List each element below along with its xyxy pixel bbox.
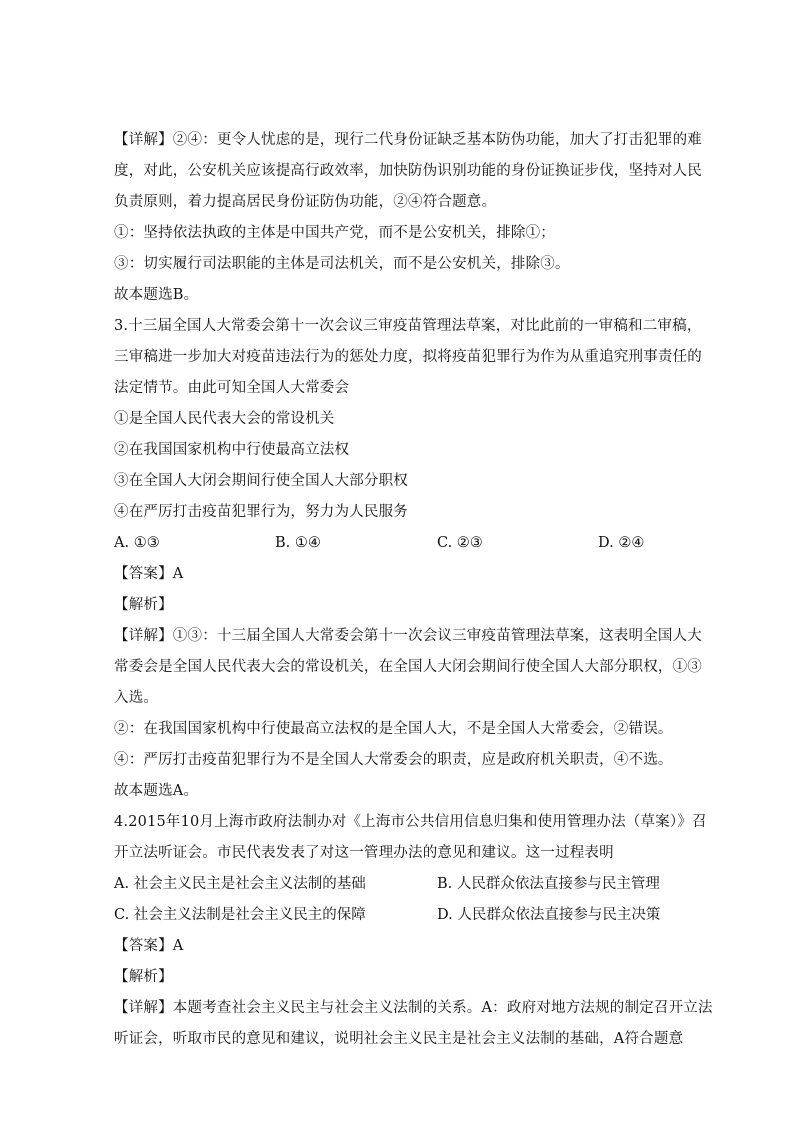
question-3-analysis-heading: 【解析】 [114,597,173,613]
question-4-option-c: C. 社会主义法制是社会主义民主的保障 [114,907,366,923]
question-4-detail: 听证会，听取市民的意见和建议，说明社会主义民主是社会主义法制的基础，A符合题意 [114,1031,684,1047]
question-4-detail: 【详解】本题考查社会主义民主与社会主义法制的关系。A：政府对地方法规的制定召开立法 [114,1000,713,1016]
question-3-detail: 【详解】①③：十三届全国人大常委会第十一次会议三审疫苗管理法草案，这表明全国人大 [114,628,702,644]
question-4-option-a: A. 社会主义民主是社会主义法制的基础 [114,876,366,892]
question-3-detail: ②：在我国国家机构中行使最高立法权的是全国人大，不是全国人大常委会，②错误。 [114,721,673,737]
explanation-line: 度，对此，公安机关应该提高行政效率，加快防伪识别功能的身份证换证步伐，坚持对人民 [114,163,702,179]
explanation-line: ③：切实履行司法职能的主体是司法机关，而不是公安机关，排除③。 [114,256,570,272]
question-3-stem: 法定情节。由此可知全国人大常委会 [114,380,350,396]
question-3-item-2: ②在我国国家机构中行使最高立法权 [114,442,350,458]
question-3-option-d: D. ②④ [598,535,645,551]
question-3-detail: 常委会是全国人民代表大会的常设机关，在全国人大闭会期间行使全国人大部分职权，①③ [114,659,702,675]
explanation-line: 【详解】②④：更令人忧虑的是，现行二代身份证缺乏基本防伪功能，加大了打击犯罪的难 [114,132,702,148]
question-3-conclusion: 故本题选A。 [114,783,199,799]
question-3-item-4: ④在严厉打击疫苗犯罪行为，努力为人民服务 [114,504,408,520]
question-4-stem: 开立法听证会。市民代表发表了对这一管理办法的意见和建议。这一过程表明 [114,845,614,861]
question-3-detail: ④：严厉打击疫苗犯罪行为不是全国人大常委会的职责，应是政府机关职责，④不选。 [114,752,673,768]
question-3-stem: 3.十三届全国人大常委会第十一次会议三审疫苗管理法草案，对比此前的一审稿和二审稿， [114,318,702,334]
explanation-line: ①：坚持依法执政的主体是中国共产党，而不是公安机关，排除①； [114,225,555,241]
question-4-analysis-heading: 【解析】 [114,969,173,985]
question-4-option-b: B. 人民群众依法直接参与民主管理 [437,876,660,892]
question-3-answer: 【答案】A [114,566,184,582]
question-4-answer: 【答案】A [114,938,184,954]
question-3-option-b: B. ①④ [275,535,321,551]
question-3-item-1: ①是全国人民代表大会的常设机关 [114,411,335,427]
explanation-line: 负责原则，着力提高居民身份证防伪功能，②④符合题意。 [114,194,497,210]
question-3-item-3: ③在全国人大闭会期间行使全国人大部分职权 [114,473,408,489]
question-4-option-d: D. 人民群众依法直接参与民主决策 [437,907,661,923]
question-3-stem: 三审稿进一步加大对疫苗违法行为的惩处力度，拟将疫苗犯罪行为作为从重追究刑事责任的 [114,349,702,365]
question-3-option-a: A. ①③ [114,535,160,551]
conclusion-line: 故本题选B。 [114,287,199,303]
question-3-option-c: C. ②③ [437,535,483,551]
question-4-stem: 4.2015年10月上海市政府法制办对《上海市公共信用信息归集和使用管理办法（草案）》召 [114,814,707,830]
question-3-detail: 入选。 [114,690,159,706]
